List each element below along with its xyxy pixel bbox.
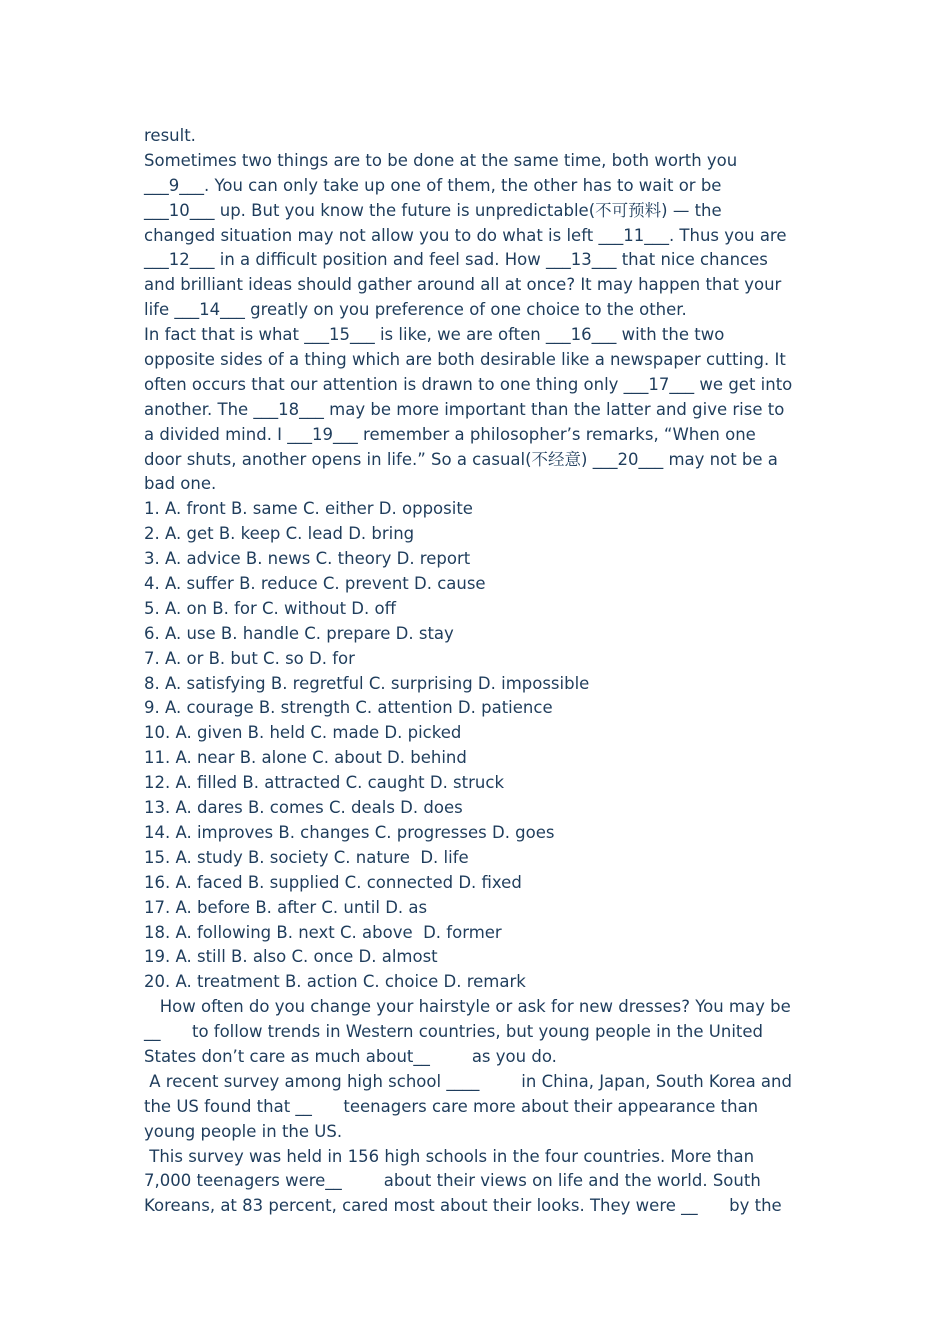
document-line: How often do you change your hairstyle or ask for new dresses? You may be — [144, 997, 791, 1017]
document-line: a divided mind. I ___19___ remember a philosopher’s remarks, “When one — [144, 424, 756, 444]
document-line: and brilliant ideas should gather around all at once? It may happen that your — [144, 275, 782, 295]
document-line: States don’t care as much about__ as you do. — [144, 1046, 557, 1066]
document-line: ___10___ up. But you know the future is unpredictable(不可预料) — the — [144, 200, 722, 220]
document-line: the US found that __ teenagers care more about their appearance than — [144, 1096, 759, 1116]
document-line: 16. A. faced B. supplied C. connected D. fixed — [144, 872, 522, 892]
document-line: 11. A. near B. alone C. about D. behind — [144, 748, 467, 768]
document-line: In fact that is what ___15___ is like, we are often ___16___ with the two — [144, 325, 725, 345]
document-line: ___9___. You can only take up one of them, the other has to wait or be — [144, 175, 722, 195]
document-line: young people in the US. — [144, 1121, 343, 1141]
document-line: 19. A. still B. also C. once D. almost — [144, 947, 438, 967]
document-line: door shuts, another opens in life.” So a casual(不经意) ___20___ may not be a — [144, 449, 778, 469]
document-line: 5. A. on B. for C. without D. off — [144, 598, 396, 618]
document-page — [144, 124, 824, 1219]
document-line: 4. A. suffer B. reduce C. prevent D. cause — [144, 574, 486, 594]
document-line: 17. A. before B. after C. until D. as — [144, 897, 428, 917]
document-line: 6. A. use B. handle C. prepare D. stay — [144, 623, 454, 643]
document-line: 12. A. filled B. attracted C. caught D. struck — [144, 773, 504, 793]
document-line: opposite sides of a thing which are both desirable like a newspaper cutting. It — [144, 350, 786, 370]
document-line: 3. A. advice B. news C. theory D. report — [144, 549, 471, 569]
document-line: 14. A. improves B. changes C. progresses D. goes — [144, 822, 555, 842]
document-line: Sometimes two things are to be done at the same time, both worth you — [144, 150, 738, 170]
document-line: 8. A. satisfying B. regretful C. surprising D. impossible — [144, 673, 590, 693]
document-line: result. — [144, 126, 196, 145]
document-line: 1. A. front B. same C. either D. opposite — [144, 499, 473, 519]
document-line: __ to follow trends in Western countries, but young people in the United — [144, 1022, 763, 1042]
document-line: often occurs that our attention is drawn to one thing only ___17___ we get into — [144, 374, 793, 394]
document-line: 2. A. get B. keep C. lead D. bring — [144, 524, 415, 544]
document-line: life ___14___ greatly on you preference of one choice to the other. — [144, 300, 687, 320]
document-line: 20. A. treatment B. action C. choice D. remark — [144, 972, 526, 992]
document-line: 15. A. study B. society C. nature D. life — [144, 847, 469, 867]
document-line: another. The ___18___ may be more important than the latter and give rise to — [144, 399, 785, 419]
document-line: 13. A. dares B. comes C. deals D. does — [144, 798, 463, 818]
document-line: 7. A. or B. but C. so D. for — [144, 648, 355, 668]
document-line: bad one. — [144, 474, 217, 494]
document-line: changed situation may not allow you to do what is left ___11___. Thus you are — [144, 225, 787, 245]
document-line: ___12___ in a difficult position and feel sad. How ___13___ that nice chances — [144, 250, 768, 270]
document-line: 18. A. following B. next C. above D. former — [144, 922, 502, 942]
document-line: Koreans, at 83 percent, cared most about their looks. They were __ by the — [144, 1196, 782, 1216]
document-line: 9. A. courage B. strength C. attention D. patience — [144, 698, 553, 718]
document-line: This survey was held in 156 high schools in the four countries. More than — [144, 1146, 755, 1166]
document-line: A recent survey among high school ____ in China, Japan, South Korea and — [144, 1071, 792, 1091]
document-line: 10. A. given B. held C. made D. picked — [144, 723, 462, 743]
document-line: 7,000 teenagers were__ about their views on life and the world. South — [144, 1171, 761, 1191]
